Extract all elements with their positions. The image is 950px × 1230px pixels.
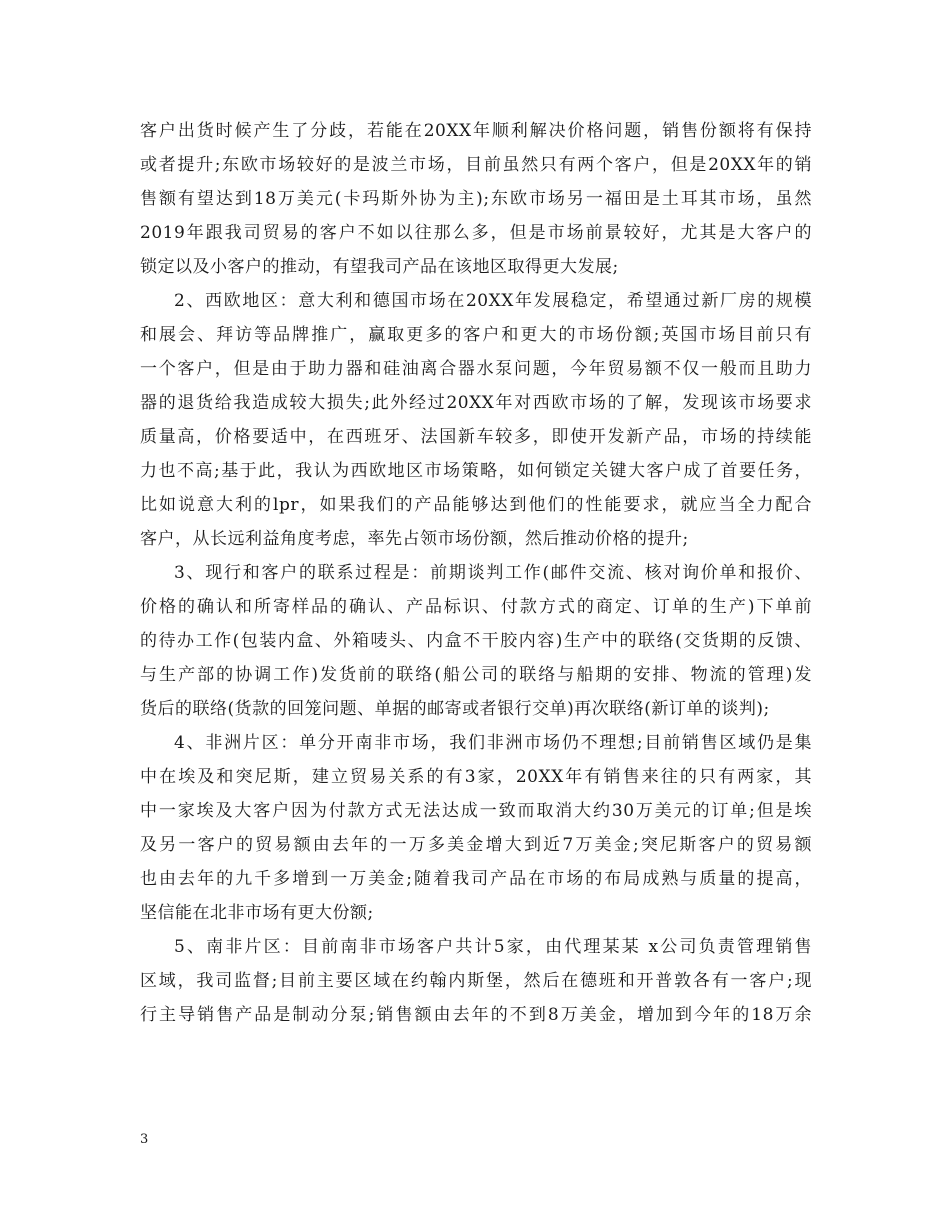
- text-line: 或者提升;东欧市场较好的是波兰市场，目前虽然只有两个客户，但是20XX年的销: [140, 155, 812, 175]
- text-line: 及另一客户的贸易额由去年的一万多美金增大到近7万美金;突尼斯客户的贸易额: [140, 835, 812, 855]
- text-line: 的待办工作(包装内盒、外箱唛头、内盒不干胶内容)生产中的联络(交货期的反馈、: [140, 631, 812, 651]
- text-line: 锁定以及小客户的推动，有望我司产品在该地区取得更大发展;: [140, 257, 619, 277]
- text-line: 中在埃及和突尼斯，建立贸易关系的有3家，20XX年有销售来往的只有两家，其: [140, 767, 812, 787]
- text-line: 与生产部的协调工作)发货前的联络(船公司的联络与船期的安排、物流的管理)发: [140, 665, 812, 685]
- text-line: 价格的确认和所寄样品的确认、产品标识、付款方式的商定、订单的生产)下单前: [140, 597, 812, 617]
- text-line: 器的退货给我造成较大损失;此外经过20XX年对西欧市场的了解，发现该市场要求: [140, 393, 812, 413]
- text-line: 5、南非片区：目前南非市场客户共计5家，由代理某某 x公司负责管理销售: [174, 937, 812, 957]
- text-line: 坚信能在北非市场有更大份额;: [140, 903, 374, 923]
- document-body: [140, 114, 812, 1032]
- text-line: 一个客户，但是由于助力器和硅油离合器水泵问题，今年贸易额不仅一般而且助力: [140, 359, 812, 379]
- text-line: 中一家埃及大客户因为付款方式无法达成一致而取消大约30万美元的订单;但是埃: [140, 801, 812, 821]
- text-line: 区域，我司监督;目前主要区域在约翰内斯堡，然后在德班和开普敦各有一客户;现: [140, 971, 812, 991]
- text-line: 客户，从长远利益角度考虑，率先占领市场份额，然后推动价格的提升;: [140, 529, 689, 549]
- text-line: 和展会、拜访等品牌推广，赢取更多的客户和更大的市场份额;英国市场目前只有: [140, 325, 812, 345]
- text-line: 2019年跟我司贸易的客户不如以往那么多，但是市场前景较好，尤其是大客户的: [140, 223, 812, 243]
- text-line: 货后的联络(货款的回笼问题、单据的邮寄或者银行交单)再次联络(新订单的谈判);: [140, 699, 770, 719]
- text-line: 3、现行和客户的联系过程是：前期谈判工作(邮件交流、核对询价单和报价、: [174, 563, 812, 583]
- text-line: 售额有望达到18万美元(卡玛斯外协为主);东欧市场另一福田是土耳其市场，虽然: [140, 189, 812, 209]
- text-line: 行主导销售产品是制动分泵;销售额由去年的不到8万美金，增加到今年的18万余: [140, 1005, 812, 1025]
- text-line: 2、西欧地区：意大利和德国市场在20XX年发展稳定，希望通过新厂房的规模: [174, 291, 812, 311]
- page-number: 3: [140, 1132, 149, 1147]
- text-line: 也由去年的九千多增到一万美金;随着我司产品在市场的布局成熟与质量的提高，: [140, 869, 812, 889]
- text-line: 力也不高;基于此，我认为西欧地区市场策略，如何锁定关键大客户成了首要任务，: [140, 461, 812, 481]
- text-line: 4、非洲片区：单分开南非市场，我们非洲市场仍不理想;目前销售区域仍是集: [174, 733, 812, 753]
- text-line: 比如说意大利的lpr，如果我们的产品能够达到他们的性能要求，就应当全力配合: [140, 495, 812, 515]
- text-line: 质量高，价格要适中，在西班牙、法国新车较多，即使开发新产品，市场的持续能: [140, 427, 812, 447]
- text-line: 客户出货时候产生了分歧，若能在20XX年顺利解决价格问题，销售份额将有保持: [140, 121, 812, 141]
